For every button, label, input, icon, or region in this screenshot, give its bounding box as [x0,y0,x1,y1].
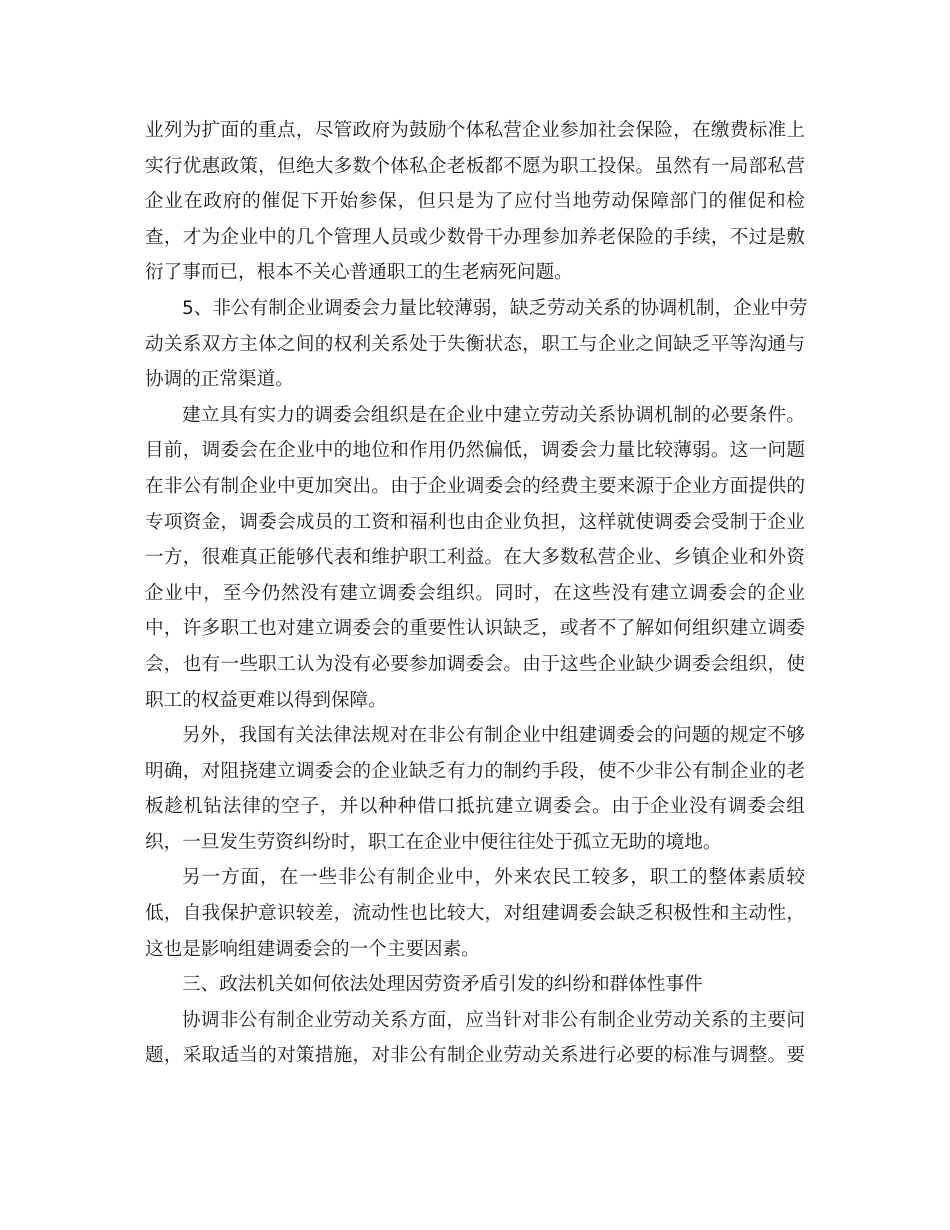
text-line: 会，也有一些职工认为没有必要参加调委会。由于这些企业缺少调委会组织，使 [145,653,805,675]
text-line: 一方，很难真正能够代表和维护职工利益。在大多数私营企业、乡镇企业和外资 [145,547,805,569]
text-line: 5、非公有制企业调委会力量比较薄弱，缺乏劳动关系的协调机制，企业中劳 [182,297,808,319]
text-line: 职工的权益更难以得到保障。 [145,689,387,711]
text-line: 建立具有实力的调委会组织是在企业中建立劳动关系协调机制的必要条件。 [182,404,805,426]
text-line: 查，才为企业中的几个管理人员或少数骨干办理参加养老保险的手续，不过是敷 [145,226,805,248]
text-line: 衍了事而已，根本不关心普通职工的生老病死问题。 [145,262,573,284]
text-line: 中，许多职工也对建立调委会的重要性认识缺乏，或者不了解如何组织建立调委 [145,618,805,640]
text-line: 另一方面，在一些非公有制企业中，外来农民工较多，职工的整体素质较 [182,867,805,889]
text-line: 协调非公有制企业劳动关系方面，应当针对非公有制企业劳动关系的主要问 [182,1009,805,1031]
text-line: 实行优惠政策，但绝大多数个体私企老板都不愿为职工投保。虽然有一局部私营 [145,155,805,177]
text-line: 目前，调委会在企业中的地位和作用仍然偏低，调委会力量比较薄弱。这一问题 [145,440,805,462]
text-line: 这也是影响组建调委会的一个主要因素。 [145,938,480,960]
text-line: 织，一旦发生劳资纠纷时，职工在企业中便往往处于孤立无助的境地。 [145,831,722,853]
text-line: 专项资金，调委会成员的工资和福利也由企业负担，这样就使调委会受制于企业 [145,511,805,533]
text-line: 明确，对阻挠建立调委会的企业缺乏有力的制约手段，使不少非公有制企业的老 [145,760,805,782]
text-line: 低，自我保护意识较差，流动性也比较大，对组建调委会缺乏积极性和主动性， [145,903,805,925]
text-line: 板趁机钻法律的空子，并以种种借口抵抗建立调委会。由于企业没有调委会组 [145,796,805,818]
text-line: 协调的正常渠道。 [145,369,294,391]
text-line: 题，采取适当的对策措施，对非公有制企业劳动关系进行必要的标准与调整。要 [145,1045,805,1067]
text-line: 企业在政府的催促下开始参保，但只是为了应付当地劳动保障部门的催促和检 [145,191,805,213]
text-line: 动关系双方主体之间的权利关系处于失衡状态，职工与企业之间缺乏平等沟通与 [145,333,805,355]
text-line: 在非公有制企业中更加突出。由于企业调委会的经费主要来源于企业方面提供的 [145,475,805,497]
text-line: 另外，我国有关法律法规对在非公有制企业中组建调委会的问题的规定不够 [182,725,805,747]
text-line: 业列为扩面的重点，尽管政府为鼓励个体私营企业参加社会保险，在缴费标准上 [145,120,805,141]
text-line: 企业中，至今仍然没有建立调委会组织。同时，在这些没有建立调委会的企业 [145,582,805,604]
document-body [145,113,808,1074]
section-heading: 三、政法机关如何依法处理因劳资矛盾引发的纠纷和群体性事件 [182,974,703,996]
